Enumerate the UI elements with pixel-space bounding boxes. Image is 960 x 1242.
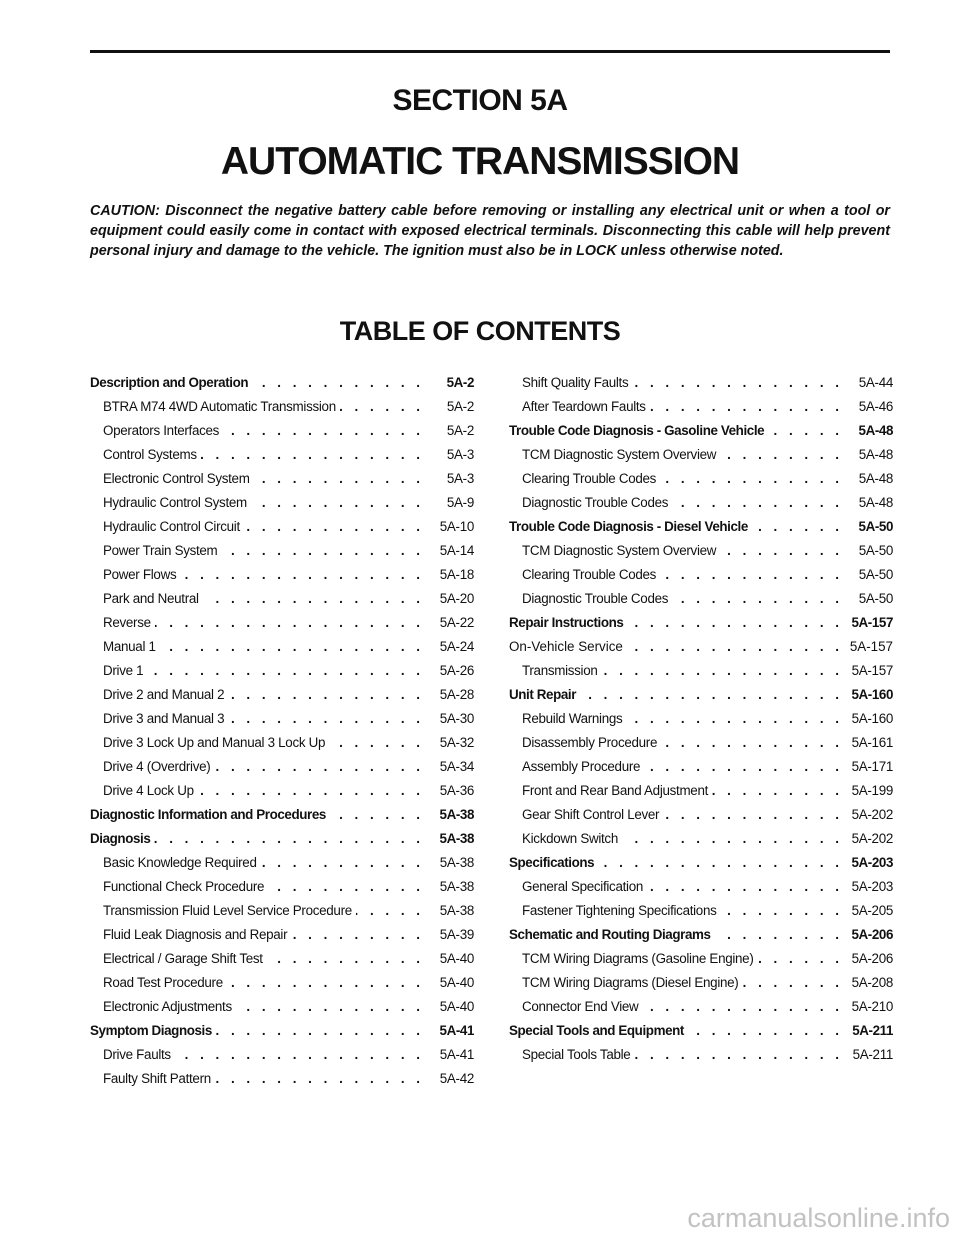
toc-entry[interactable]: [509, 395, 893, 419]
toc-dot-leader: [661, 731, 843, 755]
toc-entry[interactable]: [90, 659, 474, 683]
toc-entry-label: Drive 3 and Manual 3: [103, 711, 225, 726]
toc-entry-label: Gear Shift Control Lever: [522, 807, 660, 822]
toc-dot-leader: [198, 779, 424, 803]
toc-entry-label: Power Train System: [103, 543, 218, 558]
toc-entry-label: Diagnostic Trouble Codes: [522, 495, 669, 510]
toc-dot-leader: [660, 563, 843, 587]
toc-entry-label: Operators Interfaces: [103, 423, 220, 438]
toc-dot-leader: [147, 659, 424, 683]
toc-entry-label: Clearing Trouble Codes: [522, 567, 657, 582]
toc-page-number: 5A-46: [858, 399, 893, 414]
toc-entry-label: Special Tools and Equipment: [509, 1023, 684, 1038]
toc-entry[interactable]: [509, 1019, 893, 1043]
toc-entry[interactable]: [509, 947, 893, 971]
toc-page-number: 5A-50: [858, 591, 893, 606]
toc-entry[interactable]: [90, 539, 474, 563]
toc-entry[interactable]: [90, 635, 474, 659]
toc-entry[interactable]: [90, 995, 474, 1019]
toc-entry-label: Description and Operation: [90, 375, 249, 390]
toc-entry[interactable]: [90, 587, 474, 611]
toc-dot-leader: [672, 491, 843, 515]
toc-page-number: 5A-48: [858, 471, 893, 486]
toc-page-number: 5A-38: [439, 855, 474, 870]
toc-dot-leader: [214, 755, 424, 779]
toc-entry[interactable]: [509, 923, 893, 947]
toc-page-number: 5A-9: [446, 495, 474, 510]
toc-page-number: 5A-2: [446, 375, 474, 390]
toc-entry[interactable]: [509, 419, 893, 443]
toc-page-number: 5A-40: [439, 951, 474, 966]
toc-title: TABLE OF CONTENTS: [339, 316, 621, 346]
toc-page-number: 5A-20: [439, 591, 474, 606]
toc-page-number: 5A-3: [446, 447, 474, 462]
toc-entry[interactable]: [90, 563, 474, 587]
toc-entry[interactable]: [90, 515, 474, 539]
toc-dot-leader: [598, 851, 843, 875]
toc-dot-leader: [768, 419, 843, 443]
toc-page-number: 5A-48: [858, 495, 893, 510]
toc-entry[interactable]: [90, 971, 474, 995]
toc-dot-leader: [223, 419, 424, 443]
toc-page-number: 5A-202: [851, 807, 893, 822]
toc-entry[interactable]: [509, 875, 893, 899]
toc-entry-label: General Specification: [522, 879, 643, 894]
toc-dot-leader: [580, 683, 843, 707]
toc-dot-leader: [626, 707, 843, 731]
toc-page-number: 5A-39: [439, 927, 474, 942]
toc-page-number: 5A-38: [439, 903, 474, 918]
toc-page-number: 5A-2: [446, 399, 474, 414]
toc-dot-leader: [291, 923, 424, 947]
toc-dot-leader: [688, 1019, 843, 1043]
toc-entry[interactable]: [90, 611, 474, 635]
toc-page-number: 5A-14: [439, 543, 474, 558]
toc-dot-leader: [203, 587, 424, 611]
toc-page-number: 5A-157: [851, 615, 893, 630]
toc-page-number: 5A-30: [439, 711, 474, 726]
toc-entry-label: Clearing Trouble Codes: [522, 471, 657, 486]
toc-dot-leader: [647, 875, 843, 899]
toc-dot-leader: [216, 1019, 424, 1043]
toc-entry-label: Diagnostic Trouble Codes: [522, 591, 669, 606]
toc-entry[interactable]: [509, 683, 893, 707]
toc-entry[interactable]: [509, 611, 893, 635]
toc-dot-leader: [329, 731, 424, 755]
toc-page-number: 5A-40: [439, 999, 474, 1014]
toc-entry-label: Power Flows: [103, 567, 177, 582]
toc-page-number: 5A-41: [439, 1047, 474, 1062]
toc-page-number: 5A-50: [858, 519, 893, 534]
toc-entry-label: Control Systems: [103, 447, 197, 462]
toc-entry-label: Functional Check Procedure: [103, 879, 265, 894]
document-title: AUTOMATIC TRANSMISSION: [220, 140, 740, 183]
toc-page-number: 5A-202: [851, 831, 893, 846]
toc-page-number: 5A-41: [439, 1023, 474, 1038]
toc-entry[interactable]: [90, 683, 474, 707]
toc-page-number: 5A-211: [852, 1047, 893, 1062]
toc-dot-leader: [622, 827, 843, 851]
toc-entry[interactable]: [509, 587, 893, 611]
toc-dot-leader: [634, 1043, 843, 1067]
toc-dot-leader: [175, 1043, 424, 1067]
toc-page-number: 5A-10: [439, 519, 474, 534]
toc-page-number: 5A-42: [439, 1071, 474, 1086]
toc-entry-label: Drive 4 (Overdrive): [103, 759, 211, 774]
toc-page-number: 5A-161: [851, 735, 893, 750]
toc-page-number: 5A-157: [849, 639, 893, 654]
toc-entry[interactable]: [90, 419, 474, 443]
toc-dot-leader: [720, 539, 843, 563]
toc-entry-label: Symptom Diagnosis: [90, 1023, 212, 1038]
toc-entry-label: Assembly Procedure: [522, 759, 641, 774]
toc-dot-leader: [268, 875, 424, 899]
toc-dot-leader: [632, 371, 843, 395]
toc-dot-leader: [201, 443, 424, 467]
toc-entry-label: On-Vehicle Service: [509, 639, 623, 654]
toc-entry[interactable]: [90, 467, 474, 491]
toc-page-number: 5A-205: [851, 903, 893, 918]
toc-entry[interactable]: [90, 1067, 474, 1091]
toc-page-number: 5A-3: [446, 471, 474, 486]
toc-entry-label: Electronic Control System: [103, 471, 250, 486]
toc-dot-leader: [330, 803, 424, 827]
toc-entry-label: Fluid Leak Diagnosis and Repair: [103, 927, 288, 942]
toc-page-number: 5A-40: [439, 975, 474, 990]
toc-entry-label: Transmission: [522, 663, 598, 678]
toc-dot-leader: [721, 899, 844, 923]
toc-entry[interactable]: [90, 371, 474, 395]
toc-entry[interactable]: [90, 803, 474, 827]
toc-dot-leader: [627, 635, 843, 659]
toc-entry-label: BTRA M74 4WD Automatic Transmission: [103, 399, 336, 414]
toc-page-number: 5A-210: [851, 999, 893, 1014]
toc-dot-leader: [155, 611, 424, 635]
toc-entry-label: Electrical / Garage Shift Test: [103, 951, 263, 966]
toc-entry[interactable]: [509, 371, 893, 395]
toc-entry-label: Front and Rear Band Adjustment: [522, 783, 709, 798]
toc-entry[interactable]: [509, 707, 893, 731]
toc-dot-leader: [160, 635, 424, 659]
toc-entry-label: Park and Neutral: [103, 591, 199, 606]
toc-dot-leader: [720, 443, 843, 467]
toc-page-number: 5A-50: [858, 543, 893, 558]
toc-page-number: 5A-203: [851, 855, 893, 870]
toc-entry-label: Electronic Adjustments: [103, 999, 232, 1014]
toc-dot-leader: [660, 467, 843, 491]
toc-page-number: 5A-50: [858, 567, 893, 582]
toc-entry-label: After Teardown Faults: [522, 399, 646, 414]
toc-entry[interactable]: [509, 803, 893, 827]
toc-entry-label: Transmission Fluid Level Service Procedure: [103, 903, 352, 918]
toc-dot-leader: [236, 995, 424, 1019]
toc-entry-label: Specifications: [509, 855, 595, 870]
toc-entry[interactable]: [509, 563, 893, 587]
toc-dot-leader: [715, 923, 843, 947]
toc-page-number: 5A-171: [851, 759, 893, 774]
toc-page-number: 5A-160: [851, 711, 893, 726]
toc-dot-leader: [244, 515, 424, 539]
toc-entry-label: Basic Knowledge Required: [103, 855, 257, 870]
toc-page-number: 5A-208: [851, 975, 893, 990]
toc-entry[interactable]: [90, 923, 474, 947]
toc-dot-leader: [221, 539, 424, 563]
toc-entry[interactable]: [509, 539, 893, 563]
toc-entry[interactable]: [90, 779, 474, 803]
toc-entry-label: Disassembly Procedure: [522, 735, 658, 750]
toc-page-number: 5A-38: [439, 807, 474, 822]
toc-entry-label: TCM Wiring Diagrams (Gasoline Engine): [522, 951, 754, 966]
toc-page-number: 5A-157: [851, 663, 893, 678]
toc-entry[interactable]: [90, 827, 474, 851]
toc-entry-label: Trouble Code Diagnosis - Gasoline Vehicle: [509, 423, 765, 438]
section-heading: SECTION 5A: [392, 84, 568, 117]
toc-entry[interactable]: [509, 995, 893, 1019]
toc-entry[interactable]: [90, 707, 474, 731]
toc-entry[interactable]: [90, 443, 474, 467]
toc-entry-label: Diagnostic Information and Procedures: [90, 807, 326, 822]
toc-entry[interactable]: [90, 731, 474, 755]
toc-entry[interactable]: [509, 899, 893, 923]
toc-entry[interactable]: [509, 851, 893, 875]
toc-dot-leader: [261, 851, 424, 875]
toc-page-number: 5A-24: [439, 639, 474, 654]
toc-dot-leader: [252, 371, 424, 395]
toc-page-number: 5A-38: [439, 879, 474, 894]
toc-entry-label: Drive 4 Lock Up: [103, 783, 194, 798]
toc-entry-label: Fastener Tightening Specifications: [522, 903, 717, 918]
toc-page-number: 5A-48: [858, 423, 893, 438]
toc-page-number: 5A-38: [439, 831, 474, 846]
toc-dot-leader: [627, 611, 843, 635]
toc-entry-label: Trouble Code Diagnosis - Diesel Vehicle: [509, 519, 748, 534]
toc-entry-label: Drive 1: [103, 663, 144, 678]
toc-dot-leader: [356, 899, 424, 923]
toc-page-number: 5A-48: [858, 447, 893, 462]
toc-dot-leader: [752, 515, 843, 539]
toc-entry[interactable]: [509, 659, 893, 683]
toc-entry[interactable]: [509, 827, 893, 851]
toc-dot-leader: [602, 659, 843, 683]
toc-entry-label: Repair Instructions: [509, 615, 624, 630]
toc-entry-label: TCM Diagnostic System Overview: [522, 447, 717, 462]
toc-page-number: 5A-26: [439, 663, 474, 678]
toc-entry[interactable]: [509, 515, 893, 539]
watermark: carmanualsonline.info: [687, 1203, 950, 1233]
toc-entry[interactable]: [90, 395, 474, 419]
toc-entry[interactable]: [509, 443, 893, 467]
toc-dot-leader: [267, 947, 424, 971]
toc-entry[interactable]: [90, 851, 474, 875]
toc-dot-leader: [180, 563, 424, 587]
toc-page-number: 5A-199: [851, 783, 893, 798]
toc-page-number: 5A-44: [858, 375, 893, 390]
toc-page-number: 5A-211: [852, 1023, 893, 1038]
toc-entry-label: Unit Repair: [509, 687, 577, 702]
toc-dot-leader: [663, 803, 843, 827]
toc-entry-label: Drive 2 and Manual 2: [103, 687, 225, 702]
toc-entry[interactable]: [509, 491, 893, 515]
toc-page-number: 5A-28: [439, 687, 474, 702]
toc-entry-label: Shift Quality Faults: [522, 375, 629, 390]
toc-entry-label: Special Tools Table: [522, 1047, 631, 1062]
toc-right-column: [509, 371, 893, 1067]
toc-page-number: 5A-32: [439, 735, 474, 750]
toc-entry-label: Rebuild Warnings: [522, 711, 623, 726]
toc-entry[interactable]: [90, 491, 474, 515]
toc-page-number: 5A-18: [439, 567, 474, 582]
toc-dot-leader: [227, 971, 424, 995]
toc-entry[interactable]: [90, 899, 474, 923]
toc-entry[interactable]: [90, 1043, 474, 1067]
toc-entry-label: Diagnosis: [90, 831, 151, 846]
toc-entry-label: Kickdown Switch: [522, 831, 618, 846]
toc-left-column: [90, 371, 474, 1091]
toc-dot-leader: [340, 395, 424, 419]
toc-dot-leader: [758, 947, 844, 971]
toc-page-number: 5A-203: [851, 879, 893, 894]
toc-dot-leader: [644, 755, 843, 779]
toc-entry-label: Drive 3 Lock Up and Manual 3 Lock Up: [103, 735, 326, 750]
toc-entry[interactable]: [90, 1019, 474, 1043]
toc-dot-leader: [154, 827, 424, 851]
toc-entry[interactable]: [509, 467, 893, 491]
toc-dot-leader: [228, 683, 424, 707]
toc-page-number: 5A-206: [851, 951, 893, 966]
toc-dot-leader: [215, 1067, 424, 1091]
top-rule: [90, 50, 890, 53]
toc-entry[interactable]: [509, 731, 893, 755]
toc-entry-label: Schematic and Routing Diagrams: [509, 927, 711, 942]
toc-dot-leader: [742, 971, 843, 995]
caution-paragraph: CAUTION: Disconnect the negative battery cable before removing or installing any electrical unit or when a tool or equipment could easily come in contact with exposed electrical terminals. Disconnecting this cable will help prevent personal injury and damage to the vehicle. The ignition must also be in LOCK unless otherwise noted.: [90, 203, 890, 259]
toc-entry[interactable]: [90, 755, 474, 779]
toc-entry-label: Road Test Procedure: [103, 975, 223, 990]
toc-dot-leader: [672, 587, 843, 611]
toc-entry-label: Hydraulic Control System: [103, 495, 247, 510]
toc-entry[interactable]: [509, 755, 893, 779]
toc-page-number: 5A-206: [851, 927, 893, 942]
toc-dot-leader: [228, 707, 424, 731]
toc-entry[interactable]: [90, 947, 474, 971]
toc-page-number: 5A-22: [439, 615, 474, 630]
toc-entry-label: TCM Diagnostic System Overview: [522, 543, 717, 558]
toc-page-number: 5A-36: [439, 783, 474, 798]
toc-entry[interactable]: [509, 779, 893, 803]
toc-dot-leader: [642, 995, 843, 1019]
toc-page-number: 5A-34: [439, 759, 474, 774]
toc-dot-leader: [712, 779, 843, 803]
toc-entry-label: Manual 1: [103, 639, 156, 654]
toc-entry-label: Faulty Shift Pattern: [103, 1071, 211, 1086]
toc-entry[interactable]: [509, 1043, 893, 1067]
toc-dot-leader: [251, 491, 424, 515]
toc-entry-label: Reverse: [103, 615, 151, 630]
toc-page-number: 5A-2: [446, 423, 474, 438]
toc-page-number: 5A-160: [851, 687, 893, 702]
toc-dot-leader: [650, 395, 843, 419]
toc-entry-label: Hydraulic Control Circuit: [103, 519, 240, 534]
toc-dot-leader: [254, 467, 424, 491]
toc-entry[interactable]: [509, 635, 893, 659]
toc-entry-label: TCM Wiring Diagrams (Diesel Engine): [522, 975, 739, 990]
toc-entry-label: Connector End View: [522, 999, 639, 1014]
toc-entry-label: Drive Faults: [103, 1047, 171, 1062]
toc-entry[interactable]: [509, 971, 893, 995]
toc-entry[interactable]: [90, 875, 474, 899]
